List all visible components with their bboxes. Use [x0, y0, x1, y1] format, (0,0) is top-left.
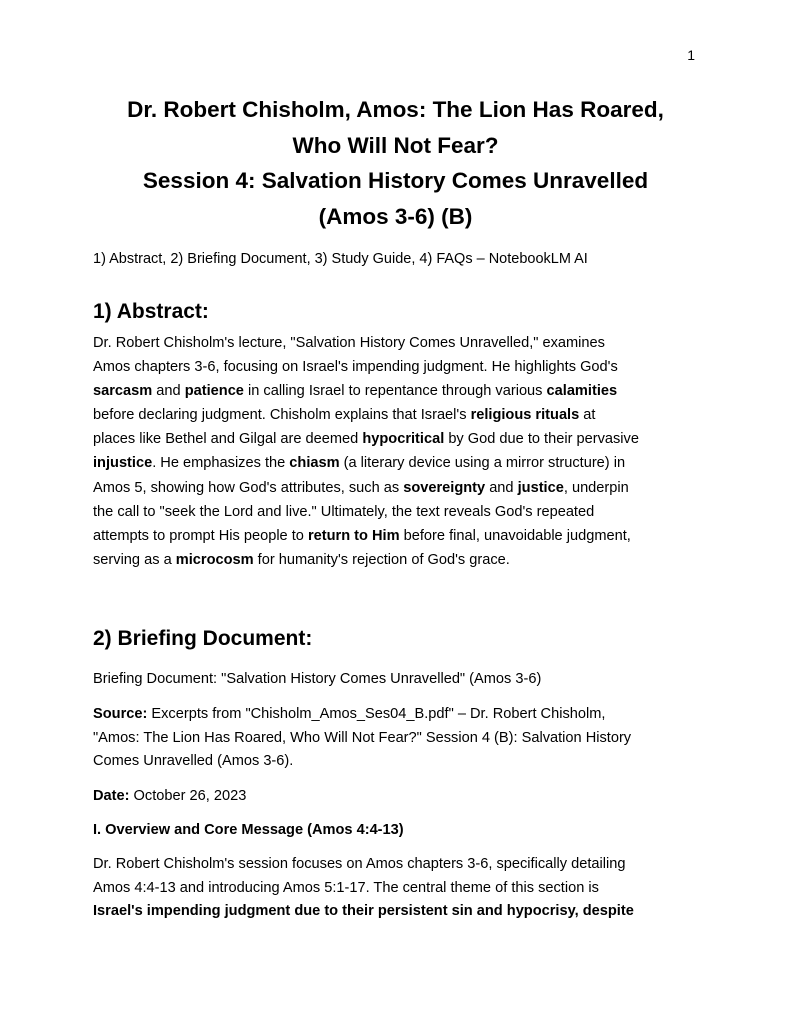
briefing-title-text: Briefing Document: "Salvation History Comes Unravelled" (Amos 3-6) [93, 671, 542, 687]
date-text [93, 785, 733, 809]
bold-term: return to Him [307, 527, 400, 544]
abstract-text: in calling Israel to repentance through various [243, 383, 547, 400]
section-heading-bold: I. Overview and Core Message (Amos 4:4-13) [93, 822, 404, 838]
bold-term: microcosm [175, 551, 254, 568]
bold-term: calamities [546, 383, 618, 400]
title-line-2: Who Will Not Fear? [292, 132, 499, 158]
bold-term: injustice [93, 455, 153, 472]
abstract-text: and [485, 479, 518, 496]
source-line [93, 703, 733, 727]
abstract-text: before declaring judgment. Chisholm explains that Israel's [93, 407, 471, 424]
abstract-text: and [152, 383, 185, 400]
source-label: Source: [93, 706, 148, 722]
source-line: "Amos: The Lion Has Roared, Who Will Not Fear?" Session 4 (B): Salvation History [93, 729, 632, 746]
abstract-text: at [579, 407, 596, 424]
abstract-text: by God due to their pervasive [444, 431, 639, 448]
abstract-text: for humanity's rejection of God's grace. [253, 551, 510, 568]
bold-term: sarcasm [93, 383, 153, 400]
abstract-text: (a literary device using a mirror structure) in [339, 455, 626, 472]
abstract-line: Amos chapters 3-6, focusing on Israel's impending judgment. He highlights God's [93, 359, 618, 376]
abstract-line [93, 451, 733, 475]
title-line-4: (Amos 3-6) (B) [318, 203, 473, 229]
contents-line: 1) Abstract, 2) Briefing Document, 3) Study Guide, 4) FAQs – NotebookLM AI [93, 251, 588, 267]
abstract-text: . He emphasizes the [152, 455, 290, 472]
abstract-heading: 1) Abstract: [93, 300, 209, 323]
source-line: Comes Unravelled (Amos 3-6). [93, 753, 294, 769]
section-heading-text [93, 819, 733, 843]
abstract-line [93, 476, 733, 500]
title-line-3: Session 4: Salvation History Comes Unravelled [142, 168, 649, 193]
bold-term: hypocritical [362, 431, 445, 448]
bold-term: sovereignty [403, 479, 486, 496]
date-value: October 26, 2023 [129, 788, 247, 804]
abstract-paragraph [93, 331, 733, 572]
abstract-text: serving as a [93, 551, 176, 568]
bold-term: patience [184, 383, 244, 400]
date-label: Date: [93, 788, 130, 804]
source-text: Excerpts from "Chisholm_Amos_Ses04_B.pdf" – Dr. Robert Chisholm, [147, 706, 606, 722]
abstract-line: Dr. Robert Chisholm's lecture, "Salvation History Comes Unravelled," examines [93, 335, 605, 351]
source-paragraph [93, 703, 733, 774]
bold-term: justice [517, 479, 564, 496]
section-line: Dr. Robert Chisholm's session focuses on Amos chapters 3-6, specifically detailing [93, 856, 626, 872]
title-line-1: Dr. Robert Chisholm, Amos: The Lion Has Roared, [127, 97, 664, 122]
abstract-text: before final, unavoidable judgment, [399, 527, 631, 544]
abstract-line [93, 427, 733, 451]
briefing-doc-title [93, 668, 733, 692]
section-line [93, 900, 733, 924]
abstract-text: places like Bethel and Gilgal are deemed [93, 431, 363, 448]
abstract-line [93, 548, 733, 572]
abstract-line [93, 403, 733, 427]
abstract-text: attempts to prompt His people to [93, 527, 308, 544]
bold-term: religious rituals [470, 407, 580, 424]
abstract-line [93, 379, 733, 403]
briefing-heading: 2) Briefing Document: [93, 627, 313, 650]
abstract-line: the call to "seek the Lord and live." Ultimately, the text reveals God's repeated [93, 503, 595, 520]
section-heading [93, 819, 733, 843]
abstract-text: , underpin [563, 479, 629, 496]
page-number: 1 [687, 47, 695, 63]
bold-term: Israel's impending judgment due to their persistent sin and hypocrisy, despite [93, 903, 634, 919]
bold-term: chiasm [289, 455, 340, 472]
section-paragraph [93, 853, 733, 924]
abstract-text: Amos 5, showing how God's attributes, such as [93, 479, 404, 496]
date-line [93, 785, 733, 809]
section-line: Amos 4:4-13 and introducing Amos 5:1-17. The central theme of this section is [93, 879, 599, 896]
document-title [60, 92, 731, 234]
abstract-line [93, 524, 733, 548]
